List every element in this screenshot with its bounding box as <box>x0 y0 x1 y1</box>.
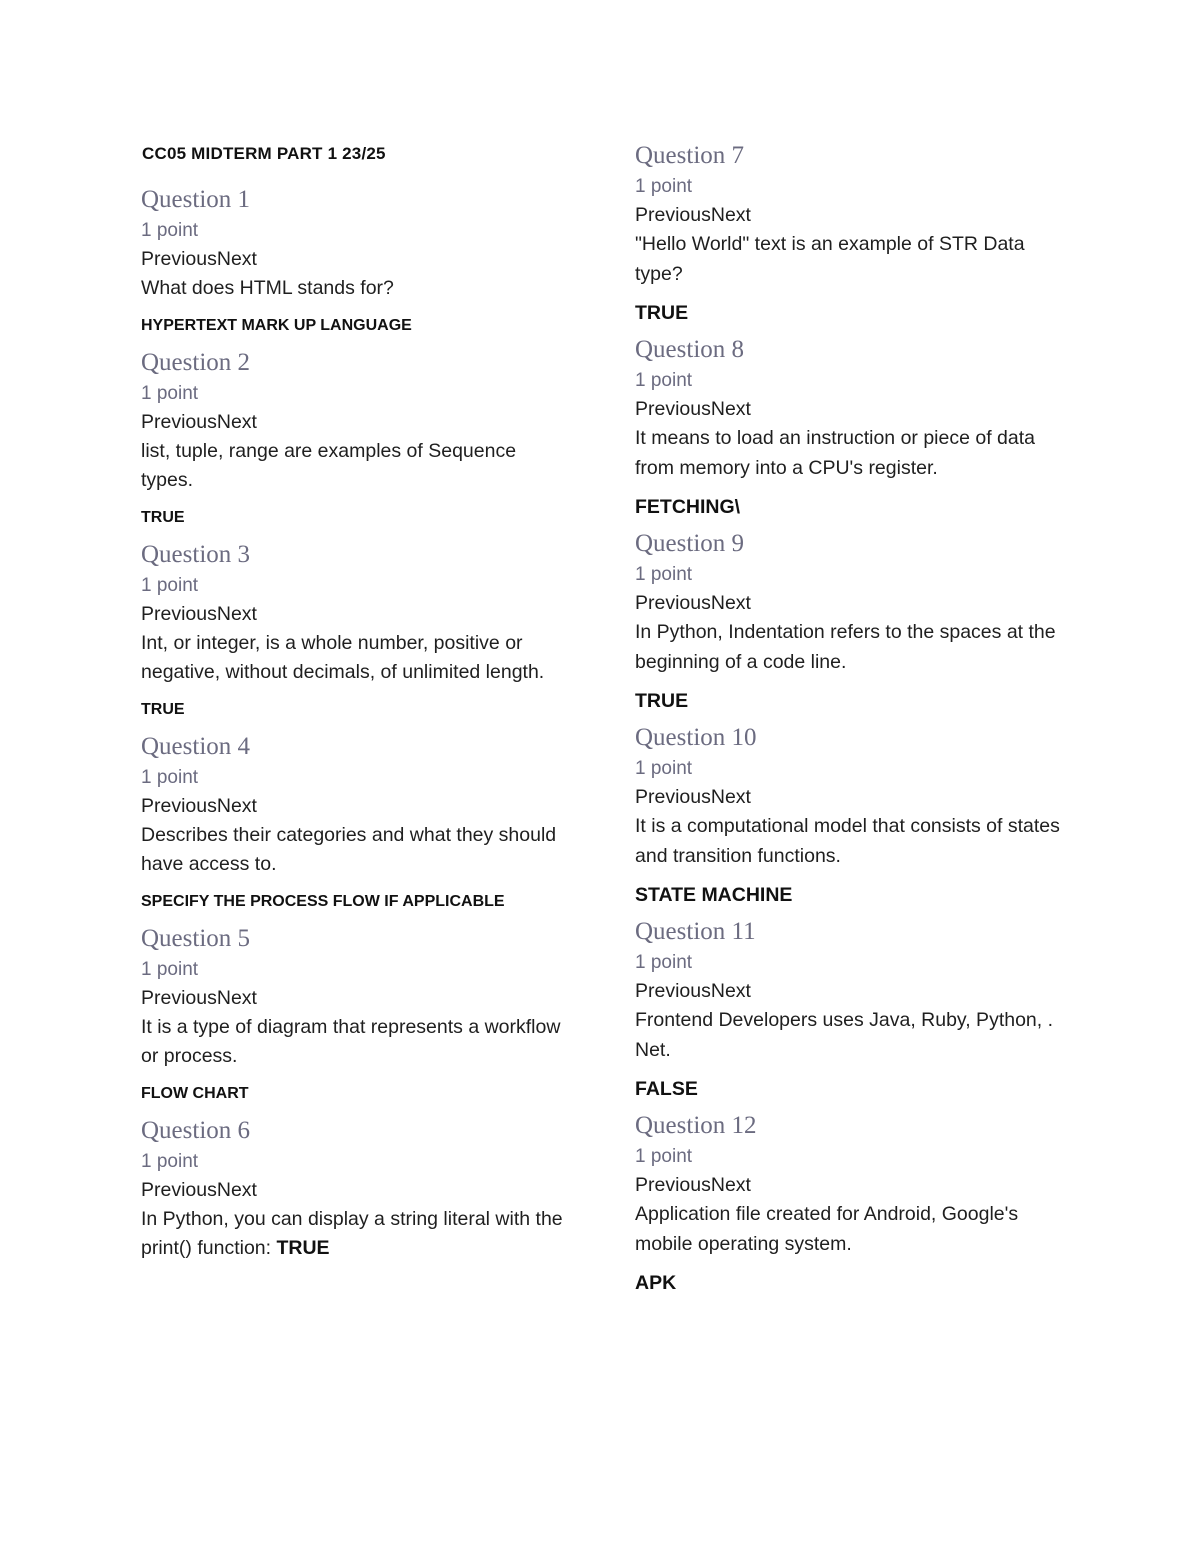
question-text-body: In Python, you can display a string literal with the print() function: <box>141 1207 563 1259</box>
question-text: Describes their categories and what they should have access to. <box>141 823 557 875</box>
question-answer: HYPERTEXT MARK UP LANGUAGE <box>141 316 412 334</box>
question-answer: TRUE <box>141 508 185 526</box>
question-nav: PreviousNext <box>635 980 751 1002</box>
question-nav: PreviousNext <box>141 410 257 433</box>
question-points: 1 point <box>635 176 693 197</box>
question-nav: PreviousNext <box>141 986 257 1009</box>
question-title: Question 3 <box>141 540 251 568</box>
question-points: 1 point <box>635 370 693 391</box>
question-points: 1 point <box>141 574 199 596</box>
question-title: Question 8 <box>635 336 745 363</box>
question-6 <box>141 1115 571 1264</box>
question-points: 1 point <box>635 564 693 585</box>
question-nav: PreviousNext <box>635 1174 751 1196</box>
question-nav: PreviousNext <box>141 248 257 270</box>
question-title: Question 2 <box>141 348 251 376</box>
question-title: Question 6 <box>141 1116 251 1144</box>
question-text: It means to load an instruction or piece of data from memory into a CPU's register. <box>635 427 1035 479</box>
question-answer: TRUE <box>141 700 185 718</box>
question-3 <box>141 539 571 720</box>
question-answer: SPECIFY THE PROCESS FLOW IF APPLICABLE <box>141 892 505 910</box>
question-11 <box>635 916 1065 1100</box>
question-answer: STATE MACHINE <box>635 884 793 906</box>
question-text <box>141 1205 571 1264</box>
question-1 <box>141 184 571 336</box>
question-answer: TRUE <box>635 302 689 324</box>
question-nav: PreviousNext <box>141 794 257 817</box>
question-9 <box>635 528 1065 712</box>
question-nav: PreviousNext <box>635 592 751 614</box>
question-text: What does HTML stands for? <box>141 277 394 299</box>
question-title: Question 10 <box>635 724 757 751</box>
question-points: 1 point <box>141 220 199 241</box>
question-7 <box>635 140 1065 324</box>
question-text: Frontend Developers uses Java, Ruby, Python, . Net. <box>635 1009 1054 1061</box>
question-answer: TRUE <box>276 1237 330 1259</box>
question-5 <box>141 923 571 1104</box>
question-points: 1 point <box>635 952 693 973</box>
question-answer: FALSE <box>635 1078 698 1100</box>
question-text: In Python, Indentation refers to the spaces at the beginning of a code line. <box>635 621 1056 673</box>
question-points: 1 point <box>141 766 199 788</box>
page-title: CC05 MIDTERM PART 1 23/25 <box>142 144 386 163</box>
question-answer: FETCHING\ <box>635 496 741 518</box>
question-title: Question 5 <box>141 924 251 952</box>
question-text: It is a computational model that consists of states and transition functions. <box>635 815 1060 867</box>
question-points: 1 point <box>141 1150 199 1172</box>
question-4 <box>141 731 571 912</box>
question-text: Int, or integer, is a whole number, positive or negative, without decimals, of unlimited length. <box>141 631 545 683</box>
question-title: Question 7 <box>635 142 745 169</box>
question-points: 1 point <box>141 382 199 404</box>
question-nav: PreviousNext <box>635 398 751 420</box>
question-10 <box>635 722 1065 906</box>
question-points: 1 point <box>141 958 199 980</box>
question-nav: PreviousNext <box>141 1178 257 1201</box>
question-2 <box>141 347 571 528</box>
question-nav: PreviousNext <box>635 786 751 808</box>
question-text: "Hello World" text is an example of STR Data type? <box>635 233 1025 285</box>
question-12 <box>635 1110 1065 1294</box>
right-column <box>635 140 1065 1304</box>
question-title: Question 1 <box>141 186 251 213</box>
question-title: Question 9 <box>635 530 745 557</box>
question-points: 1 point <box>635 1146 693 1167</box>
question-answer: FLOW CHART <box>141 1084 249 1102</box>
question-title: Question 4 <box>141 732 251 760</box>
question-title: Question 12 <box>635 1112 757 1139</box>
question-8 <box>635 334 1065 518</box>
question-text: It is a type of diagram that represents a workflow or process. <box>141 1015 561 1067</box>
question-title: Question 11 <box>635 918 756 945</box>
question-nav: PreviousNext <box>635 204 751 226</box>
question-nav: PreviousNext <box>141 602 257 625</box>
left-column <box>141 184 571 1264</box>
question-answer: APK <box>635 1272 677 1294</box>
question-answer: TRUE <box>635 690 689 712</box>
question-points: 1 point <box>635 758 693 779</box>
question-text: Application file created for Android, Google's mobile operating system. <box>635 1203 1019 1255</box>
question-text: list, tuple, range are examples of Sequence types. <box>141 439 517 491</box>
